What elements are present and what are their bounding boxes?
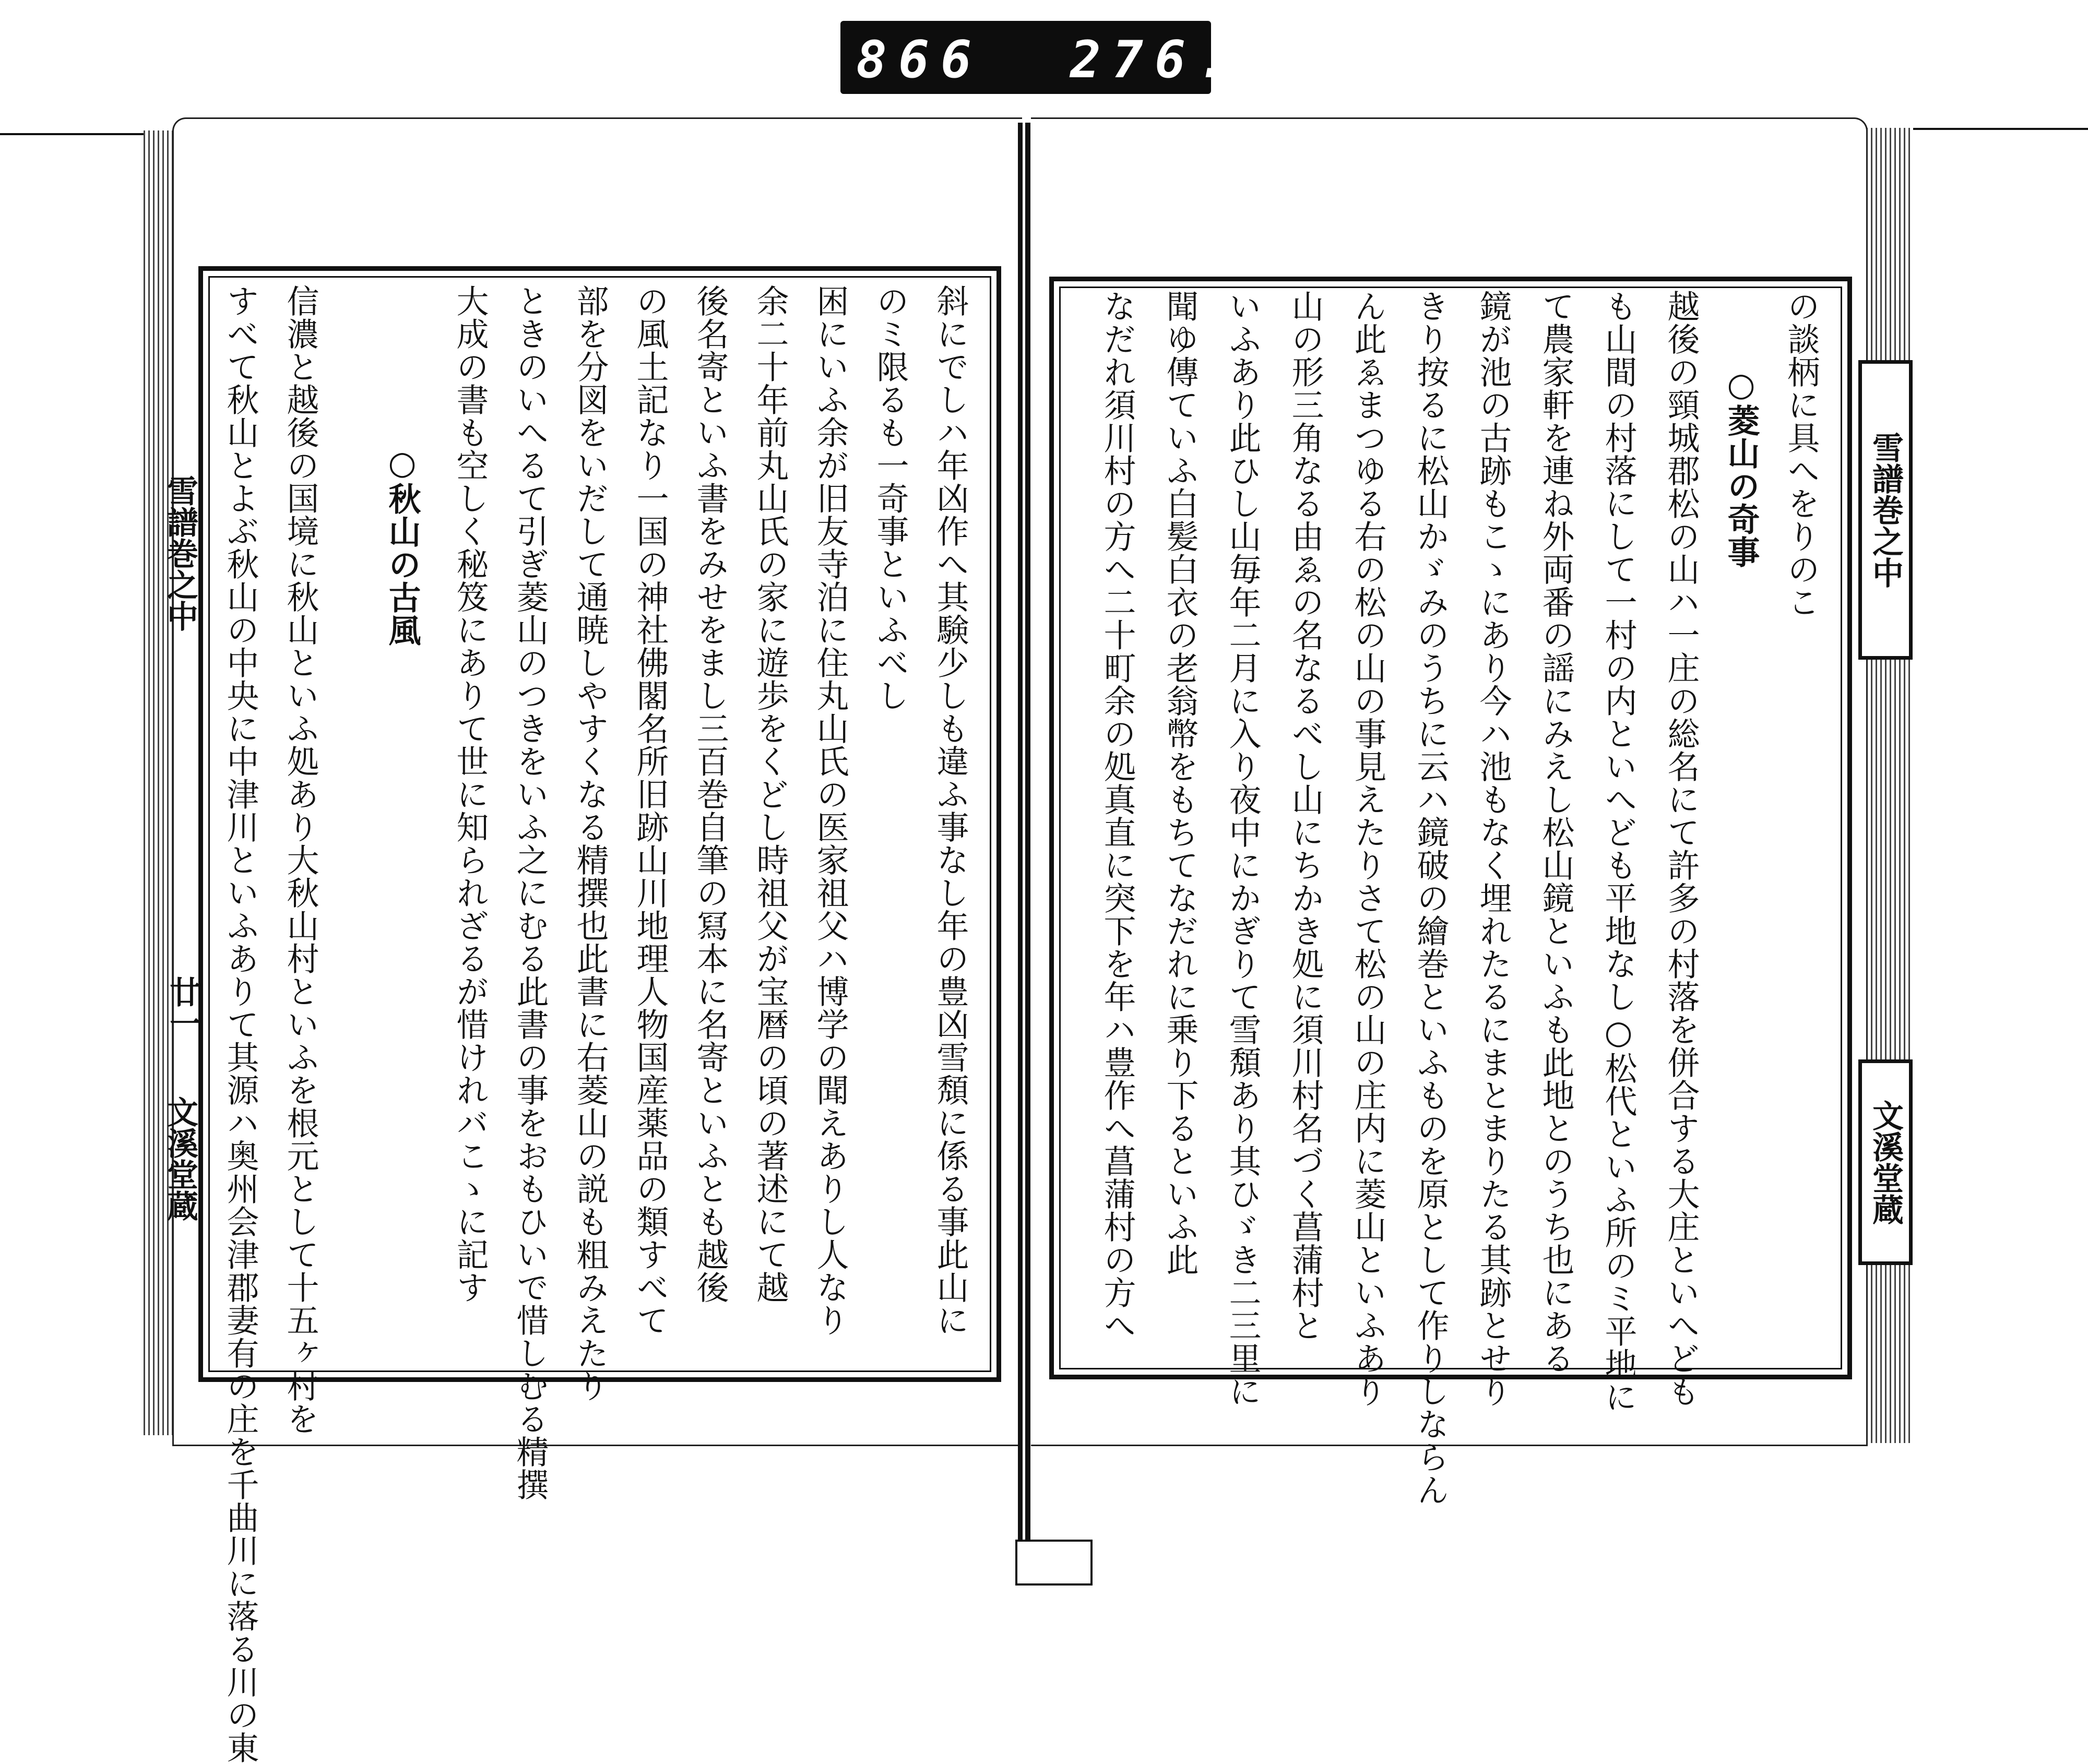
right-line: の談柄に具へをりのこ [1782, 290, 1820, 618]
left-line: 余二十年前丸山氏の家に遊歩をくどし時祖父が宝暦の頃の著述にて越 [751, 284, 789, 1304]
left-heading: ○秋山の古風 [383, 444, 421, 647]
right-line: 聞ゆ傳ていふ白髪白衣の老翁幣をもちてなだれに乗り下るといふ此 [1161, 290, 1199, 1276]
left-line: 大成の書も空しく秘笈にありて世に知られざるが惜けれバこゝに記す [451, 284, 489, 1304]
call-number-left: 866 [856, 30, 983, 90]
right-hashira-publisher: 文溪堂蔵 [1858, 1059, 1913, 1265]
spine-bottom-clip [1015, 1540, 1093, 1586]
left-hashira-page-number: 廿一 [164, 976, 201, 1039]
right-line: 鏡が池の古跡もこゝにあり今ハ池もなく埋れたるにまとまりたる其跡とせり [1474, 290, 1512, 1408]
right-hashira-title: 雪譜巻之中 [1858, 360, 1913, 660]
right-line: 越後の頸城郡松の山ハ一庄の総名にて許多の村落を併合する大庄といへども [1662, 290, 1700, 1408]
right-line: 山の形三角なる由ゑの名なるべし山にちかき処に須川村名づく菖蒲村と [1286, 290, 1324, 1342]
left-line: ときのいへるて引ぎ菱山のつきをいふ之にむる此書の事をおもひいで惜しむる精撰 [511, 284, 549, 1501]
left-line: のミ限るも一奇事といふべし [871, 284, 909, 712]
left-line: 斜にでしハ年凶作へ其験少しも違ふ事なし年の豊凶雪頽に係る事此山に [931, 284, 969, 1337]
call-number-right: 276. [1070, 30, 1240, 90]
right-line: も山間の村落にして一村の内といへども平地なし○松代といふ所のミ平地に [1599, 290, 1638, 1413]
right-line: いふあり此ひし山毎年二月に入り夜中にかぎりて雪頽あり其ひゞき二三里に [1224, 290, 1262, 1408]
left-line: 後名寄といふ書をみせをまし三百巻自筆の冩本に名寄といふとも越後 [691, 284, 729, 1304]
left-line: 困にいふ余が旧友寺泊に住丸山氏の医家祖父ハ博学の聞えありし人なり [811, 284, 849, 1337]
left-hashira-publisher: 文溪堂蔵 [162, 1096, 198, 1221]
right-heading: ○菱山の奇事 [1722, 365, 1760, 568]
right-line: て農家軒を連ね外両番の謡にみえし松山鏡といふも此地とのうち也にある [1537, 290, 1575, 1375]
left-hashira-title: 雪譜巻之中 [162, 475, 198, 631]
book-spine [1018, 123, 1030, 1584]
left-line: 部を分図をいだして通暁しやすくなる精撰也此書に右菱山の説も粗みえたり [571, 284, 609, 1402]
right-line: きり按るに松山かゞみのうちに云ハ鏡破の繪巻といふものを原として作りしならん [1411, 290, 1450, 1506]
call-number-label [840, 21, 1240, 94]
right-line: なだれ須川村の方へ二十町余の処真直に突下を年ハ豊作へ菖蒲村の方へ [1098, 290, 1136, 1342]
right-line: ん此ゑまつゆる右の松の山の事見えたりさて松の山の庄内に菱山といふあり [1349, 290, 1387, 1408]
left-line: 信濃と越後の国境に秋山といふ処あり大秋山村といふを根元として十五ヶ村を [281, 284, 319, 1435]
left-line: すべて秋山とよぶ秋山の中央に中津川といふありて其源ハ奥州会津郡妻有の庄を千曲川に落る川の東 [221, 284, 259, 1764]
left-line: の風土記なり一国の神社佛閣名所旧跡山川地理人物国産薬品の類すべて [631, 284, 669, 1337]
